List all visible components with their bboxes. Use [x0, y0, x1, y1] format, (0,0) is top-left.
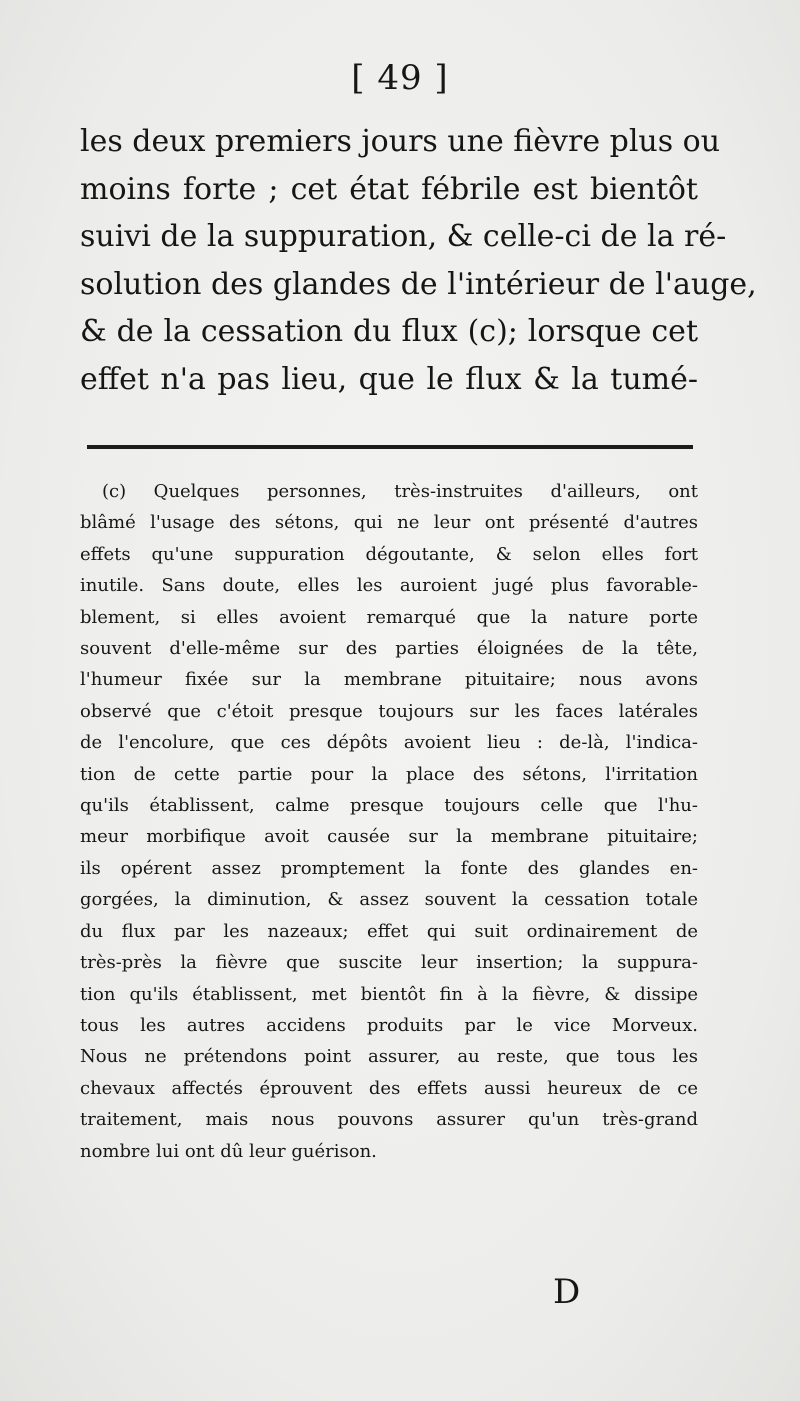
footnote-line: inutile. Sans doute, elles les auroient jugé plus favorable- [80, 575, 698, 597]
footnote-line: observé que c'étoit presque toujours sur les faces latérales [80, 700, 698, 722]
footnote-line: du flux par les nazeaux; effet qui suit ordinairement de [80, 920, 698, 942]
footnote-line: meur morbifique avoit causée sur la membrane pituitaire; [80, 826, 698, 848]
main-text-line: moins forte ; cet état fébrile est bientôt [80, 171, 698, 207]
footnote-line: tion qu'ils établissent, met bientôt fin à la fièvre, & dissipe [80, 983, 698, 1005]
footnote-line: chevaux affectés éprouvent des effets aussi heureux de ce [80, 1077, 698, 1099]
footnote-line: très-près la fièvre que suscite leur insertion; la suppura- [80, 952, 698, 974]
footnote-line: Nous ne prétendons point assurer, au reste, que tous les [80, 1046, 698, 1068]
signature-mark: D [553, 1272, 581, 1312]
main-text [80, 118, 757, 403]
footnote-separator-rule [87, 445, 693, 449]
footnote-line: (c) Quelques personnes, très-instruites d'ailleurs, ont [102, 481, 698, 502]
footnote-line: qu'ils établissent, calme presque toujours celle que l'hu- [80, 795, 698, 817]
footnote-line: blement, si elles avoient remarqué que la nature porte [80, 606, 698, 628]
page-number: [ 49 ] [351, 58, 449, 98]
main-text-line: & de la cessation du flux (c); lorsque cet [80, 314, 698, 349]
footnote-line: l'humeur fixée sur la membrane pituitaire; nous avons [80, 669, 698, 691]
footnote-line: effets qu'une suppuration dégoutante, & selon elles fort [80, 543, 698, 565]
footnote-line: blâmé l'usage des sétons, qui ne leur ont présenté d'autres [80, 512, 698, 534]
main-text-line: suivi de la suppuration, & celle-ci de la ré- [80, 219, 727, 254]
footnote-line: ils opérent assez promptement la fonte des glandes en- [80, 857, 698, 879]
footnote-line: gorgées, la diminution, & assez souvent la cessation totale [80, 889, 698, 911]
footnote [80, 476, 698, 1167]
footnote-line: nombre lui ont dû leur guérison. [80, 1140, 377, 1162]
footnote-line: tous les autres accidens produits par le vice Morveux. [80, 1014, 698, 1036]
main-text-line: effet n'a pas lieu, que le flux & la tumé- [80, 361, 698, 397]
footnote-line: traitement, mais nous pouvons assurer qu'un très-grand [80, 1109, 698, 1131]
main-text-line: les deux premiers jours une fièvre plus ou [80, 124, 721, 159]
footnote-line: tion de cette partie pour la place des sétons, l'irritation [80, 763, 698, 785]
footnote-line: de l'encolure, que ces dépôts avoient lieu : de-là, l'indica- [80, 732, 698, 754]
footnote-line: souvent d'elle-même sur des parties éloignées de la tête, [80, 638, 698, 660]
main-text-line: solution des glandes de l'intérieur de l'auge, [80, 266, 757, 302]
